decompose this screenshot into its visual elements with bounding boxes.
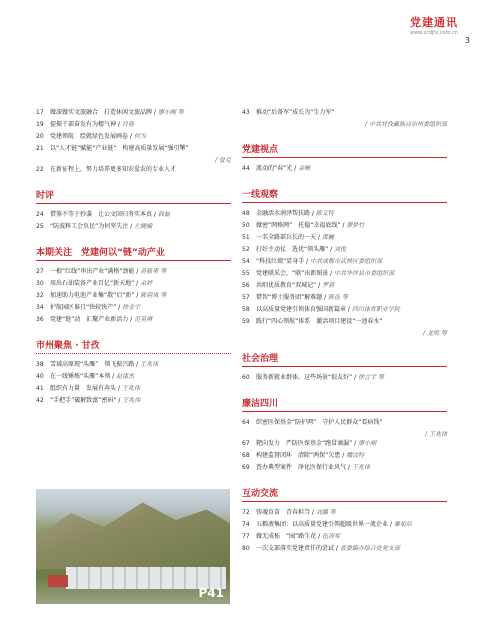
toc-item[interactable]: 21 以“人才链”赋能“产业链” 构建高质量发展“强引擎”	[36, 145, 189, 152]
left-column	[36, 108, 231, 408]
toc-item[interactable]: 27 一根“红线”串出产业“满格”劲能 / 蒋筱勇 等	[36, 268, 167, 275]
toc-item[interactable]: 30 用出石油装备产业百亿“新天地” / 余婷	[36, 280, 153, 287]
toc-author-line: / 龙鸣 等	[423, 330, 447, 337]
toc-item[interactable]: 25 “防波粹工会负民”为何坚失注 / 左腾骗	[36, 223, 153, 230]
toc-author-line: / 王兆伟	[425, 431, 447, 438]
toc-item[interactable]: 60 服务新就业群体，这些场景“很友好” / 徐言宇 等	[242, 374, 384, 381]
header-logo	[410, 14, 458, 36]
toc-item[interactable]: 52 打好主动仗 选优“领头雁” / 刘俊	[242, 246, 347, 253]
mountain-landscape	[36, 499, 230, 569]
section-title: 社会治理	[242, 354, 279, 364]
toc-item[interactable]: 59 践行“四心领航”体系 激活项目建设“一池春水”	[242, 318, 383, 325]
section-divider	[242, 202, 447, 203]
magazine-logo: 党建通讯	[410, 16, 458, 29]
section-shiping	[36, 189, 231, 204]
toc-item[interactable]: 77 做无成柘 “园”路生花 / 伍涛军	[242, 533, 341, 540]
section-title: 一线观察	[242, 190, 279, 200]
section-dangjian	[242, 143, 447, 158]
toc-item[interactable]: 80 一次支部落实党建责任的尝试 / 省委编办综合处党支部	[242, 545, 400, 552]
toc-item[interactable]: 72 铸魂育苗 青春担当 / 刘璐 等	[242, 509, 336, 516]
section-divider	[242, 366, 447, 367]
toc-author-line: / 中共甘孜藏族自治州委组织部	[365, 121, 447, 128]
toc-item[interactable]: 55 党建联采会，“联”出新图景 / 中共华坪县市委组织部	[242, 270, 395, 277]
section-divider	[242, 501, 447, 502]
section-title: 时评	[36, 191, 55, 201]
photo-page-label: P41	[198, 586, 224, 600]
section-shehui	[242, 352, 447, 367]
toc-item[interactable]: 69 查办典型案件 净化医保行业风气 / 王兆伟	[242, 464, 370, 471]
toc-item[interactable]: 54 “科技红娘”显身手 / 中共成都市武侯区委组织部	[242, 258, 383, 265]
section-hudong	[242, 487, 447, 502]
toc-item[interactable]: 36 党建“链”动 汇聚产业新活力 / 范昊琪	[36, 316, 153, 323]
toc-item[interactable]: 19 提振干部奋发有为精气神 / 肖春	[36, 121, 134, 128]
toc-item[interactable]: 56 共唱优质教育“双城记” / 罗碧	[242, 282, 335, 289]
toc-item[interactable]: 50 做密“网格网” 托稳“幸福底线” / 廖梦竹	[242, 222, 365, 229]
feature-photo	[36, 489, 230, 604]
section-divider	[242, 157, 447, 158]
toc-item[interactable]: 51 一名全路部兵长的一天 / 黄巍	[242, 234, 334, 241]
section-title: 互动交流	[242, 489, 279, 499]
magazine-url: www.scdjtx.com.cn	[409, 30, 458, 36]
page-number: 3	[464, 36, 470, 45]
toc-item[interactable]: 38 雪域高原现“头雁” 领飞振兴路 / 王兆伟	[36, 361, 159, 368]
toc-author-line: / 曾克	[215, 157, 231, 164]
toc-item[interactable]: 24 借鉴不等于抄袭 让公文回归务实本真 / 韩磊	[36, 211, 170, 218]
toc-item[interactable]: 68 构建监督闭环 清除“两保”欠患 / 魏汶特	[242, 452, 365, 459]
section-title: 市州聚焦 · 甘孜	[36, 341, 100, 351]
toc-item[interactable]: 34 护航园区谁且“快较快产” / 徐金宇	[36, 304, 141, 311]
toc-item[interactable]: 41 组织有力量 发展有奔头 / 王兆伟	[36, 385, 140, 392]
toc-item[interactable]: 42 “手把手”破解致富“密码” / 王兆伟	[36, 397, 141, 404]
toc-item[interactable]: 58 以高质量党建引领体育强国新篇章 / 四川体育职业学院	[242, 306, 400, 313]
red-building	[48, 575, 68, 587]
section-title: 本期关注 党建何以“链”动产业	[36, 248, 165, 258]
section-yixian	[242, 188, 447, 203]
section-divider	[242, 411, 447, 412]
toc-item[interactable]: 32 加速助力电池产业集“散”启“新” / 陈碧岚 等	[36, 292, 167, 299]
section-lianjie	[242, 397, 447, 412]
toc-item[interactable]: 57 借智“博士服务团”解难题 / 陈佳 等	[242, 294, 348, 301]
section-divider	[36, 260, 231, 261]
toc-item[interactable]: 74 五粮液集团：以高质量党建引领超级世界一流企业 / 秦旭培	[242, 521, 412, 528]
toc-item[interactable]: 64 织密医保基金“防护网” 守护人民群众“看病钱”	[242, 419, 383, 426]
toc-item[interactable]: 40 在一线锤炼“头雁”本领 / 赵漆杰	[36, 373, 135, 380]
toc-item[interactable]: 48 金融活水润泽帮扶路 / 陈艾特	[242, 210, 334, 217]
right-column	[242, 108, 447, 556]
toc-item[interactable]: 43 推动“后备军”成长为“生力军”	[242, 109, 335, 116]
toc-item[interactable]: 44 流动的“春”光 / 余晰	[242, 165, 311, 172]
section-benqi	[36, 246, 231, 261]
toc-item[interactable]: 67 靶向发力 严防医保基金“跑冒滴漏” / 廖小刚	[242, 440, 377, 447]
toc-item[interactable]: 22 在新征程上，努力培养更多知农爱农的专业人才	[36, 166, 177, 173]
section-divider	[36, 203, 231, 204]
toc-item[interactable]: 17 做深做实文旅融合 打造休闲文旅品牌 / 廖小刚 等	[36, 109, 184, 116]
toc-item[interactable]: 20 党建领航 绘就绿色发展画卷 / 何为	[36, 133, 146, 140]
section-title: 党建视点	[242, 145, 279, 155]
section-divider	[36, 353, 231, 354]
section-title: 廉洁四川	[242, 399, 279, 409]
section-shizhou	[36, 339, 231, 354]
